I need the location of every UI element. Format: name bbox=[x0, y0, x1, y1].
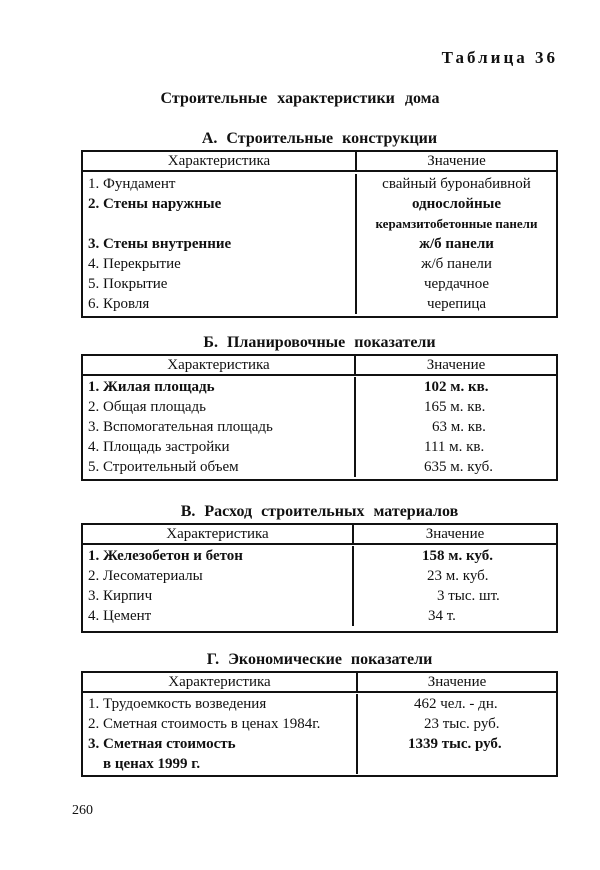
table-header bbox=[83, 673, 556, 693]
row-value: 23 м. куб. bbox=[427, 568, 489, 584]
header-value: Значение bbox=[427, 153, 486, 169]
section-a-table bbox=[81, 150, 558, 318]
header-value: Значение bbox=[427, 674, 487, 690]
row-label: 2. Лесоматериалы bbox=[88, 568, 203, 584]
row-value: 23 тыс. руб. bbox=[424, 716, 500, 732]
table-header bbox=[83, 152, 556, 172]
row-value: 111 м. кв. bbox=[424, 439, 485, 455]
row-label: 1. Железобетон и бетон bbox=[88, 548, 243, 564]
row-label: 6. Кровля bbox=[88, 296, 150, 312]
section-v-table bbox=[81, 523, 558, 633]
header-characteristic: Характеристика bbox=[83, 673, 358, 691]
section-a-title: А. Строительные конструкции bbox=[201, 130, 438, 147]
row-label: 1. Трудоемкость возведения bbox=[88, 696, 267, 712]
row-value: ж/б панели bbox=[419, 236, 494, 252]
row-label: 1. Фундамент bbox=[88, 176, 176, 192]
row-label bbox=[88, 214, 355, 234]
row-value: 158 м. куб. bbox=[422, 548, 493, 564]
row-value: чердачное bbox=[423, 276, 490, 292]
section-b bbox=[81, 334, 558, 481]
row-value: свайный буронабивной bbox=[382, 176, 531, 192]
row-label: 3. Стены внутренние bbox=[88, 236, 232, 252]
section-g-table bbox=[81, 671, 558, 777]
row-label: 2. Общая площадь bbox=[88, 399, 207, 415]
row-label: в ценах 1999 г. bbox=[103, 756, 201, 772]
row-value bbox=[358, 754, 556, 774]
section-b-title: Б. Планировочные показатели bbox=[203, 334, 436, 351]
header-value: Значение bbox=[426, 357, 486, 373]
row-value: ж/б панели bbox=[421, 256, 492, 272]
section-v-title: В. Расход строительных материалов bbox=[180, 503, 459, 520]
row-value: 63 м. кв. bbox=[432, 419, 486, 435]
row-label: 5. Покрытие bbox=[88, 276, 168, 292]
row-value: 102 м. кв. bbox=[424, 379, 489, 395]
row-value: керамзитобетонные панели bbox=[375, 216, 538, 231]
header-value: Значение bbox=[425, 526, 485, 542]
section-g-title: Г. Экономические показатели bbox=[206, 651, 433, 668]
header-characteristic: Характеристика bbox=[83, 356, 356, 374]
section-a bbox=[81, 130, 558, 318]
row-label: 3. Кирпич bbox=[88, 588, 153, 604]
row-label: 4. Цемент bbox=[88, 608, 152, 624]
row-label: 1. Жилая площадь bbox=[88, 379, 215, 395]
table-header bbox=[83, 356, 556, 376]
page-number: 260 bbox=[72, 803, 93, 818]
header-characteristic: Характеристика bbox=[83, 525, 354, 543]
row-value: 635 м. куб. bbox=[424, 459, 494, 475]
row-label: 2. Стены наружные bbox=[88, 196, 222, 212]
section-v bbox=[81, 503, 558, 633]
row-value: однослойные bbox=[411, 196, 502, 212]
row-label: 3. Сметная стоимость bbox=[88, 736, 236, 752]
row-value: 1339 тыс. руб. bbox=[408, 736, 502, 752]
row-label: 2. Сметная стоимость в ценах 1984г. bbox=[88, 716, 321, 732]
row-label: 4. Площадь застройки bbox=[88, 439, 230, 455]
section-b-table bbox=[81, 354, 558, 481]
row-value: 462 чел. - дн. bbox=[414, 696, 498, 712]
row-value: черепица bbox=[426, 296, 487, 312]
row-label: 4. Перекрытие bbox=[88, 256, 181, 272]
section-g bbox=[81, 651, 558, 777]
row-value: 165 м. кв. bbox=[424, 399, 486, 415]
page-title: Строительные характеристики дома bbox=[160, 90, 440, 107]
row-value: 34 т. bbox=[428, 608, 456, 624]
row-label: 5. Строительный объем bbox=[88, 459, 239, 475]
row-label: 3. Вспомогательная площадь bbox=[88, 419, 273, 435]
row-value: 3 тыс. шт. bbox=[437, 588, 500, 604]
header-characteristic: Характеристика bbox=[83, 152, 357, 170]
table-header bbox=[83, 525, 556, 545]
table-number: Таблица 36 bbox=[441, 48, 558, 67]
